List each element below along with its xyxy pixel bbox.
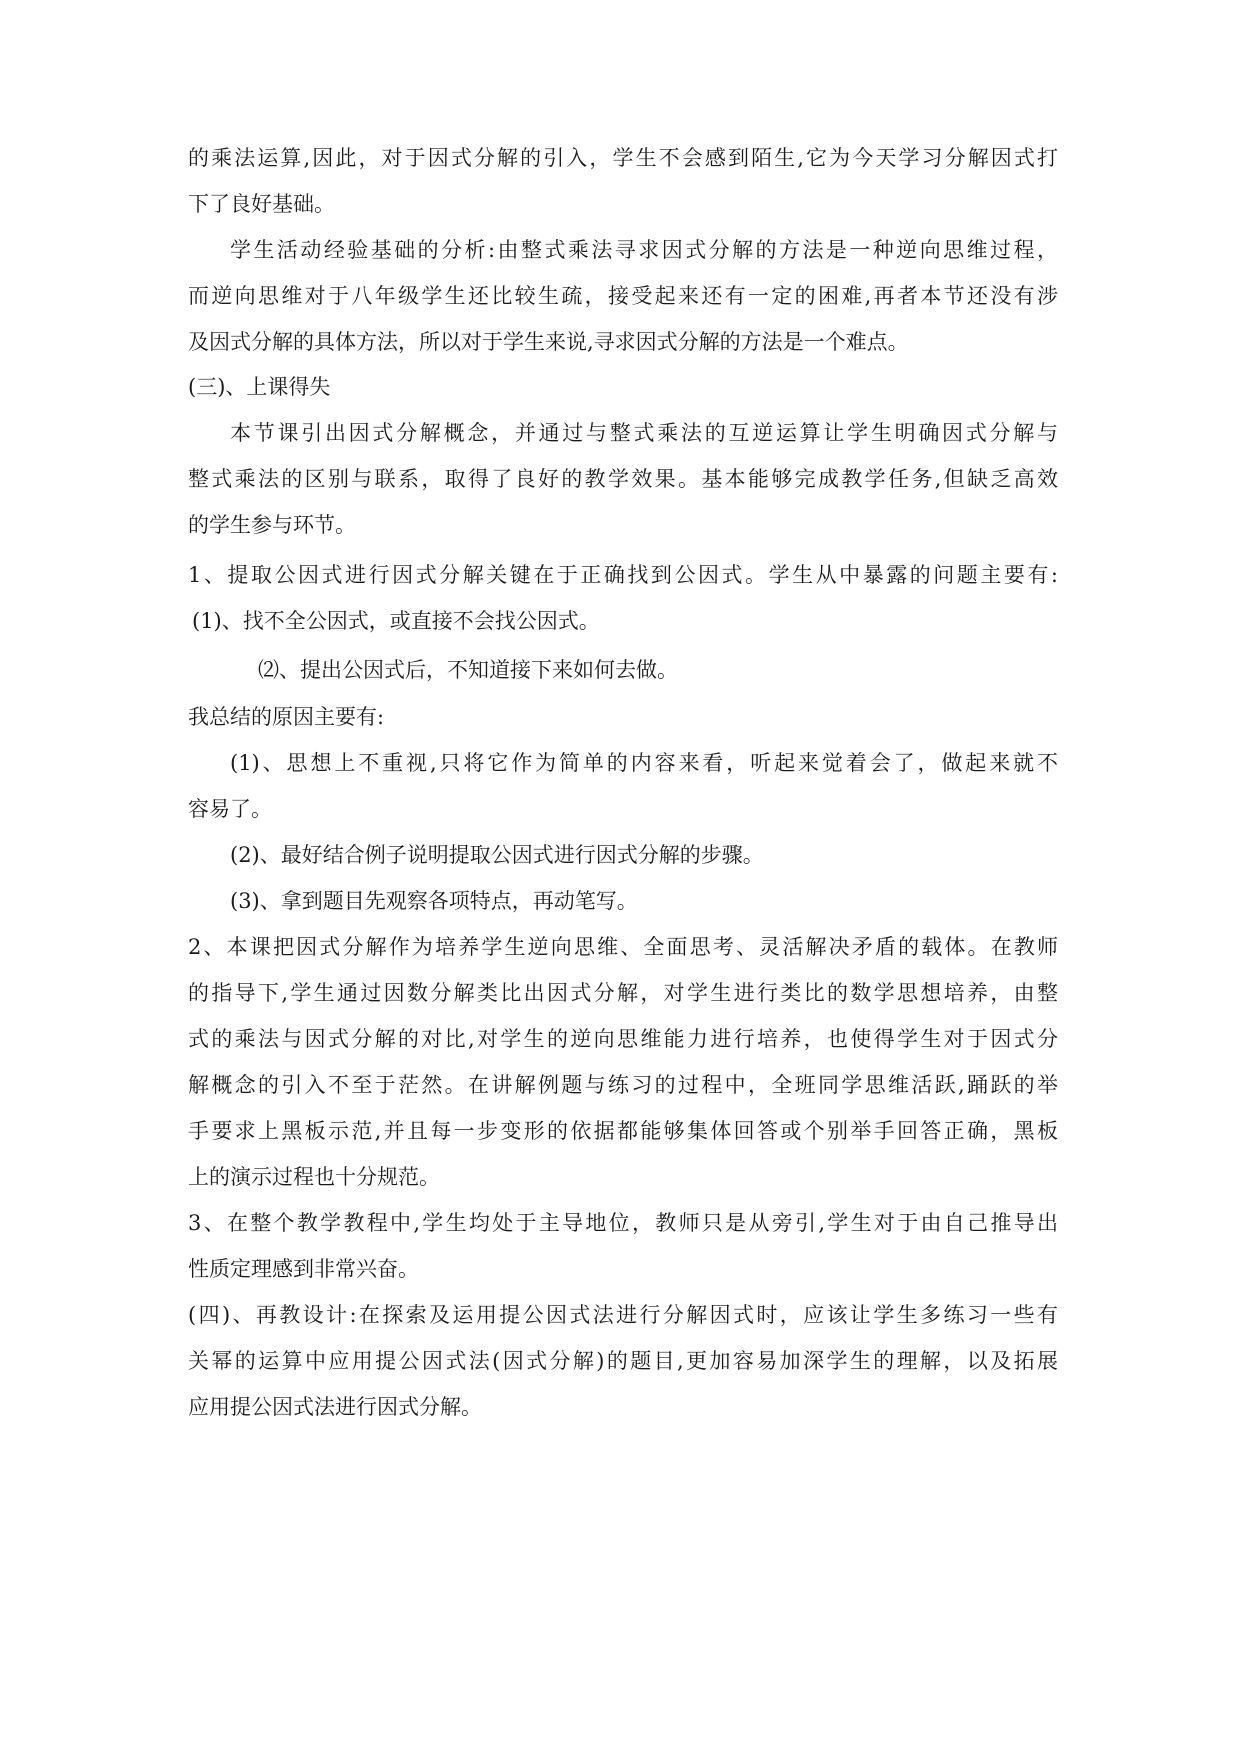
section-heading: (三)、上课得失 — [188, 375, 331, 399]
text-line: 整式乘法的区别与联系，取得了良好的教学效果。基本能够完成教学任务,但缺乏高效 — [188, 467, 1058, 491]
text-line: 的指导下,学生通过因数分解类比出因式分解，对学生进行类比的数学思想培养，由整 — [188, 981, 1058, 1005]
text-line: 容易了。 — [188, 797, 272, 821]
text-line: 及因式分解的具体方法，所以对于学生来说,寻求因式分解的方法是一个难点。 — [188, 330, 909, 354]
text-line: 本节课引出因式分解概念，并通过与整式乘法的互逆运算让学生明确因式分解与 — [230, 421, 1058, 445]
text-line: (1)、找不全公因式，或直接不会找公因式。 — [192, 609, 600, 633]
text-line: 解概念的引入不至于茫然。在讲解例题与练习的过程中，全班同学思维活跃,踊跃的举 — [188, 1073, 1058, 1097]
text-line: 的乘法运算,因此，对于因式分解的引入，学生不会感到陌生,它为今天学习分解因式打 — [188, 146, 1058, 170]
text-line: (1)、思想上不重视,只将它作为简单的内容来看，听起来觉着会了，做起来就不 — [230, 751, 1058, 775]
text-line: 我总结的原因主要有: — [188, 705, 385, 729]
text-line: 关幂的运算中应用提公因式法(因式分解)的题目,更加容易加深学生的理解，以及拓展 — [188, 1349, 1058, 1373]
text-line: 手要求上黑板示范,并且每一步变形的依据都能够集体回答或个别举手回答正确，黑板 — [188, 1119, 1058, 1143]
text-line: 而逆向思维对于八年级学生还比较生疏，接受起来还有一定的困难,再者本节还没有涉 — [188, 284, 1058, 308]
text-line: 的学生参与环节。 — [188, 513, 356, 537]
text-line: 3、在整个教学教程中,学生均处于主导地位，教师只是从旁引,学生对于由自己推导出 — [188, 1211, 1058, 1235]
text-line: 学生活动经验基础的分析:由整式乘法寻求因式分解的方法是一种逆向思维过程， — [230, 238, 1058, 262]
text-line: (2)、最好结合例子说明提取公因式进行因式分解的步骤。 — [230, 843, 764, 867]
text-line: 应用提公因式法进行因式分解。 — [188, 1395, 482, 1419]
text-line: (四)、再教设计:在探索及运用提公因式法进行分解因式时，应该让学生多练习一些有 — [188, 1303, 1058, 1327]
text-line: (3)、拿到题目先观察各项特点，再动笔写。 — [230, 889, 638, 913]
text-line: 下了良好基础。 — [188, 192, 335, 216]
text-line: 式的乘法与因式分解的对比,对学生的逆向思维能力进行培养，也使得学生对于因式分 — [188, 1027, 1058, 1051]
text-line: 1、提取公因式进行因式分解关键在于正确找到公因式。学生从中暴露的问题主要有: — [188, 563, 1058, 587]
text-line: 上的演示过程也十分规范。 — [188, 1165, 440, 1189]
text-line: ⑵、提出公因式后，不知道接下来如何去做。 — [258, 658, 678, 682]
text-line: 性质定理感到非常兴奋。 — [188, 1257, 419, 1281]
text-line: 2、本课把因式分解作为培养学生逆向思维、全面思考、灵活解决矛盾的载体。在教师 — [188, 935, 1058, 959]
